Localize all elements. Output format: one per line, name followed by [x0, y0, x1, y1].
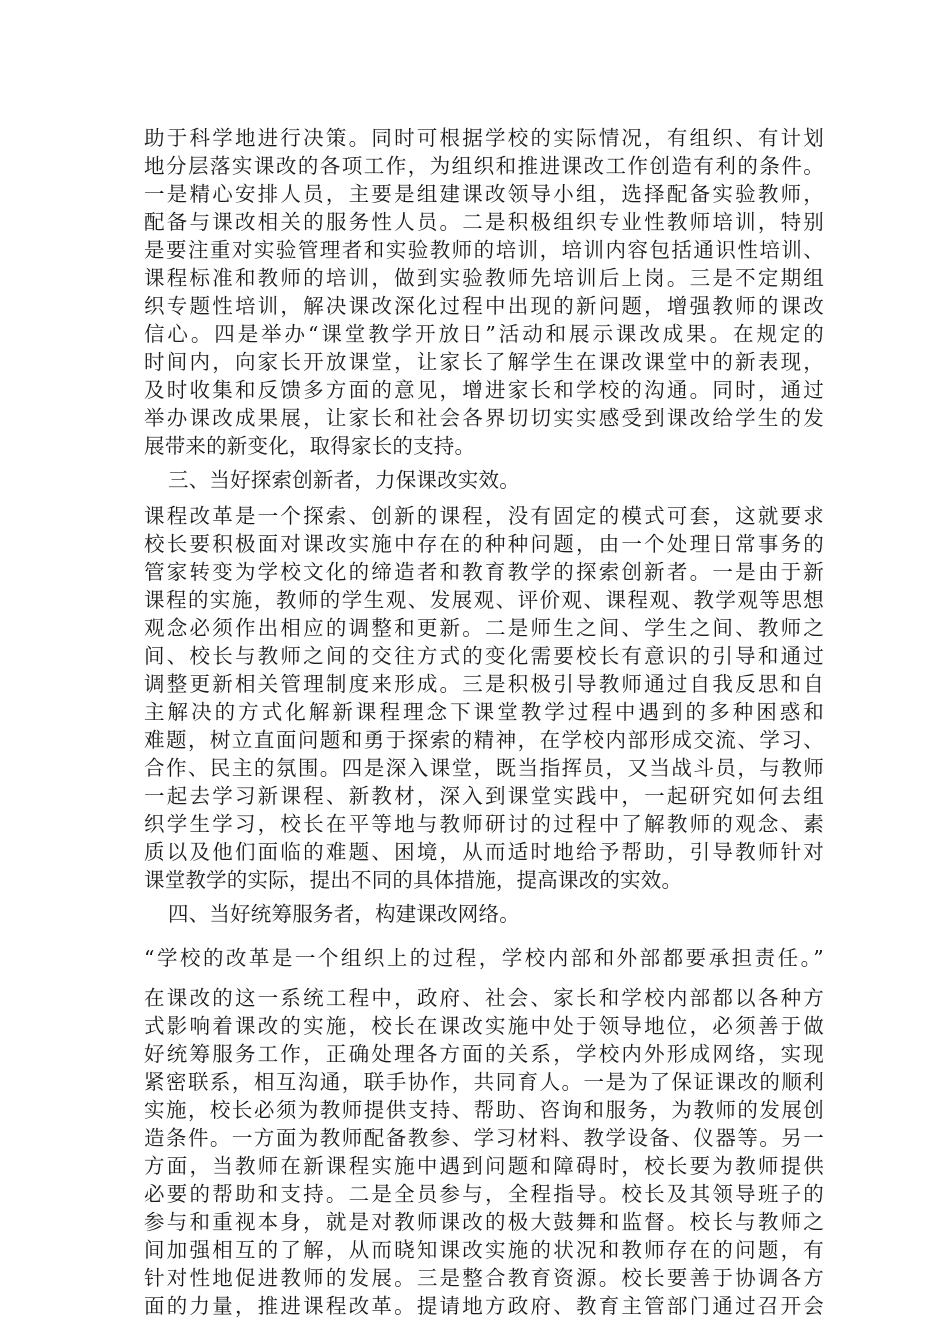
paragraph-line: 课程的实施，教师的学生观、发展观、评价观、课程观、教学观等思想: [144, 588, 824, 612]
paragraph-line: 信心。四是举办“课堂教学开放日”活动和展示课改成果。在规定的: [144, 322, 824, 346]
section-heading: 三、当好探索创新者，力保课改实效。: [168, 468, 520, 492]
quote-line: “学校的改革是一个组织上的过程，学校内部和外部都要承担责任。”: [144, 946, 824, 970]
paragraph-line: 课程改革是一个探索、创新的课程，没有固定的模式可套，这就要求: [144, 504, 824, 528]
paragraph-line: 造条件。一方面为教师配备教参、学习材料、教学设备、仪器等。另一: [144, 1126, 824, 1150]
paragraph-line: 及时收集和反馈多方面的意见，增进家长和学校的沟通。同时，通过: [144, 378, 824, 402]
paragraph-line: 紧密联系，相互沟通，联手协作，共同育人。一是为了保证课改的顺利: [144, 1070, 824, 1094]
paragraph-line: 配备与课改相关的服务性人员。二是积极组织专业性教师培训，特别: [144, 210, 824, 234]
paragraph-line: 方面，当教师在新课程实施中遇到问题和障碍时，校长要为教师提供: [144, 1154, 824, 1178]
paragraph-line: 管家转变为学校文化的缔造者和教育教学的探索创新者。一是由于新: [144, 560, 824, 584]
paragraph-line: 织专题性培训，解决课改深化过程中出现的新问题，增强教师的课改: [144, 294, 824, 318]
paragraph-line: 合作、民主的氛围。四是深入课堂，既当指挥员，又当战斗员，与教师: [144, 756, 824, 780]
paragraph-line: 间加强相互的了解，从而晓知课改实施的状况和教师存在的问题，有: [144, 1238, 824, 1262]
paragraph-line: 观念必须作出相应的调整和更新。二是师生之间、学生之间、教师之: [144, 616, 824, 640]
paragraph-line: 间、校长与教师之间的交往方式的变化需要校长有意识的引导和通过: [144, 644, 824, 668]
paragraph-line: 针对性地促进教师的发展。三是整合教育资源。校长要善于协调各方: [144, 1266, 824, 1290]
paragraph-line: 举办课改成果展，让家长和社会各界切切实实感受到课改给学生的发: [144, 406, 824, 430]
paragraph-line: 实施，校长必须为教师提供支持、帮助、咨询和服务，为教师的发展创: [144, 1098, 824, 1122]
section-heading: 四、当好统筹服务者，构建课改网络。: [168, 902, 520, 926]
paragraph-line: 课堂教学的实际，提出不同的具体措施，提高课改的实效。: [144, 868, 683, 892]
paragraph-line: 校长要积极面对课改实施中存在的种种问题，由一个处理日常事务的: [144, 532, 824, 556]
paragraph-line: 时间内，向家长开放课堂，让家长了解学生在课改课堂中的新表现，: [144, 350, 824, 374]
paragraph-line: 在课改的这一系统工程中，政府、社会、家长和学校内部都以各种方: [144, 986, 824, 1010]
paragraph-line: 参与和重视本身，就是对教师课改的极大鼓舞和监督。校长与教师之: [144, 1210, 824, 1234]
paragraph-line: 一起去学习新课程、新教材，深入到课堂实践中，一起研究如何去组: [144, 784, 824, 808]
paragraph-line: 难题，树立直面问题和勇于探索的精神，在学校内部形成交流、学习、: [144, 728, 824, 752]
paragraph-line: 织学生学习，校长在平等地与教师研讨的过程中了解教师的观念、素: [144, 812, 824, 836]
paragraph-line: 调整更新相关管理制度来形成。三是积极引导教师通过自我反思和自: [144, 672, 824, 696]
paragraph-line: 面的力量，推进课程改革。提请地方政府、教育主管部门通过召开会: [144, 1294, 824, 1318]
paragraph-line: 课程标准和教师的培训，做到实验教师先培训后上岗。三是不定期组: [144, 266, 824, 290]
paragraph-line: 一是精心安排人员，主要是组建课改领导小组，选择配备实验教师，: [144, 182, 824, 206]
paragraph-line: 质以及他们面临的难题、困境，从而适时地给予帮助，引导教师针对: [144, 840, 824, 864]
paragraph-line: 是要注重对实验管理者和实验教师的培训，培训内容包括通识性培训、: [144, 238, 824, 262]
paragraph-line: 主解决的方式化解新课程理念下课堂教学过程中遇到的多种困惑和: [144, 700, 824, 724]
paragraph-line: 好统筹服务工作，正确处理各方面的关系，学校内外形成网络，实现: [144, 1042, 824, 1066]
paragraph-line: 必要的帮助和支持。二是全员参与，全程指导。校长及其领导班子的: [144, 1182, 824, 1206]
paragraph-line: 展带来的新变化，取得家长的支持。: [144, 434, 476, 458]
paragraph-line: 助于科学地进行决策。同时可根据学校的实际情况，有组织、有计划: [144, 126, 824, 150]
paragraph-line: 式影响着课改的实施，校长在课改实施中处于领导地位，必须善于做: [144, 1014, 824, 1038]
paragraph-line: 地分层落实课改的各项工作，为组织和推进课改工作创造有利的条件。: [144, 154, 824, 178]
